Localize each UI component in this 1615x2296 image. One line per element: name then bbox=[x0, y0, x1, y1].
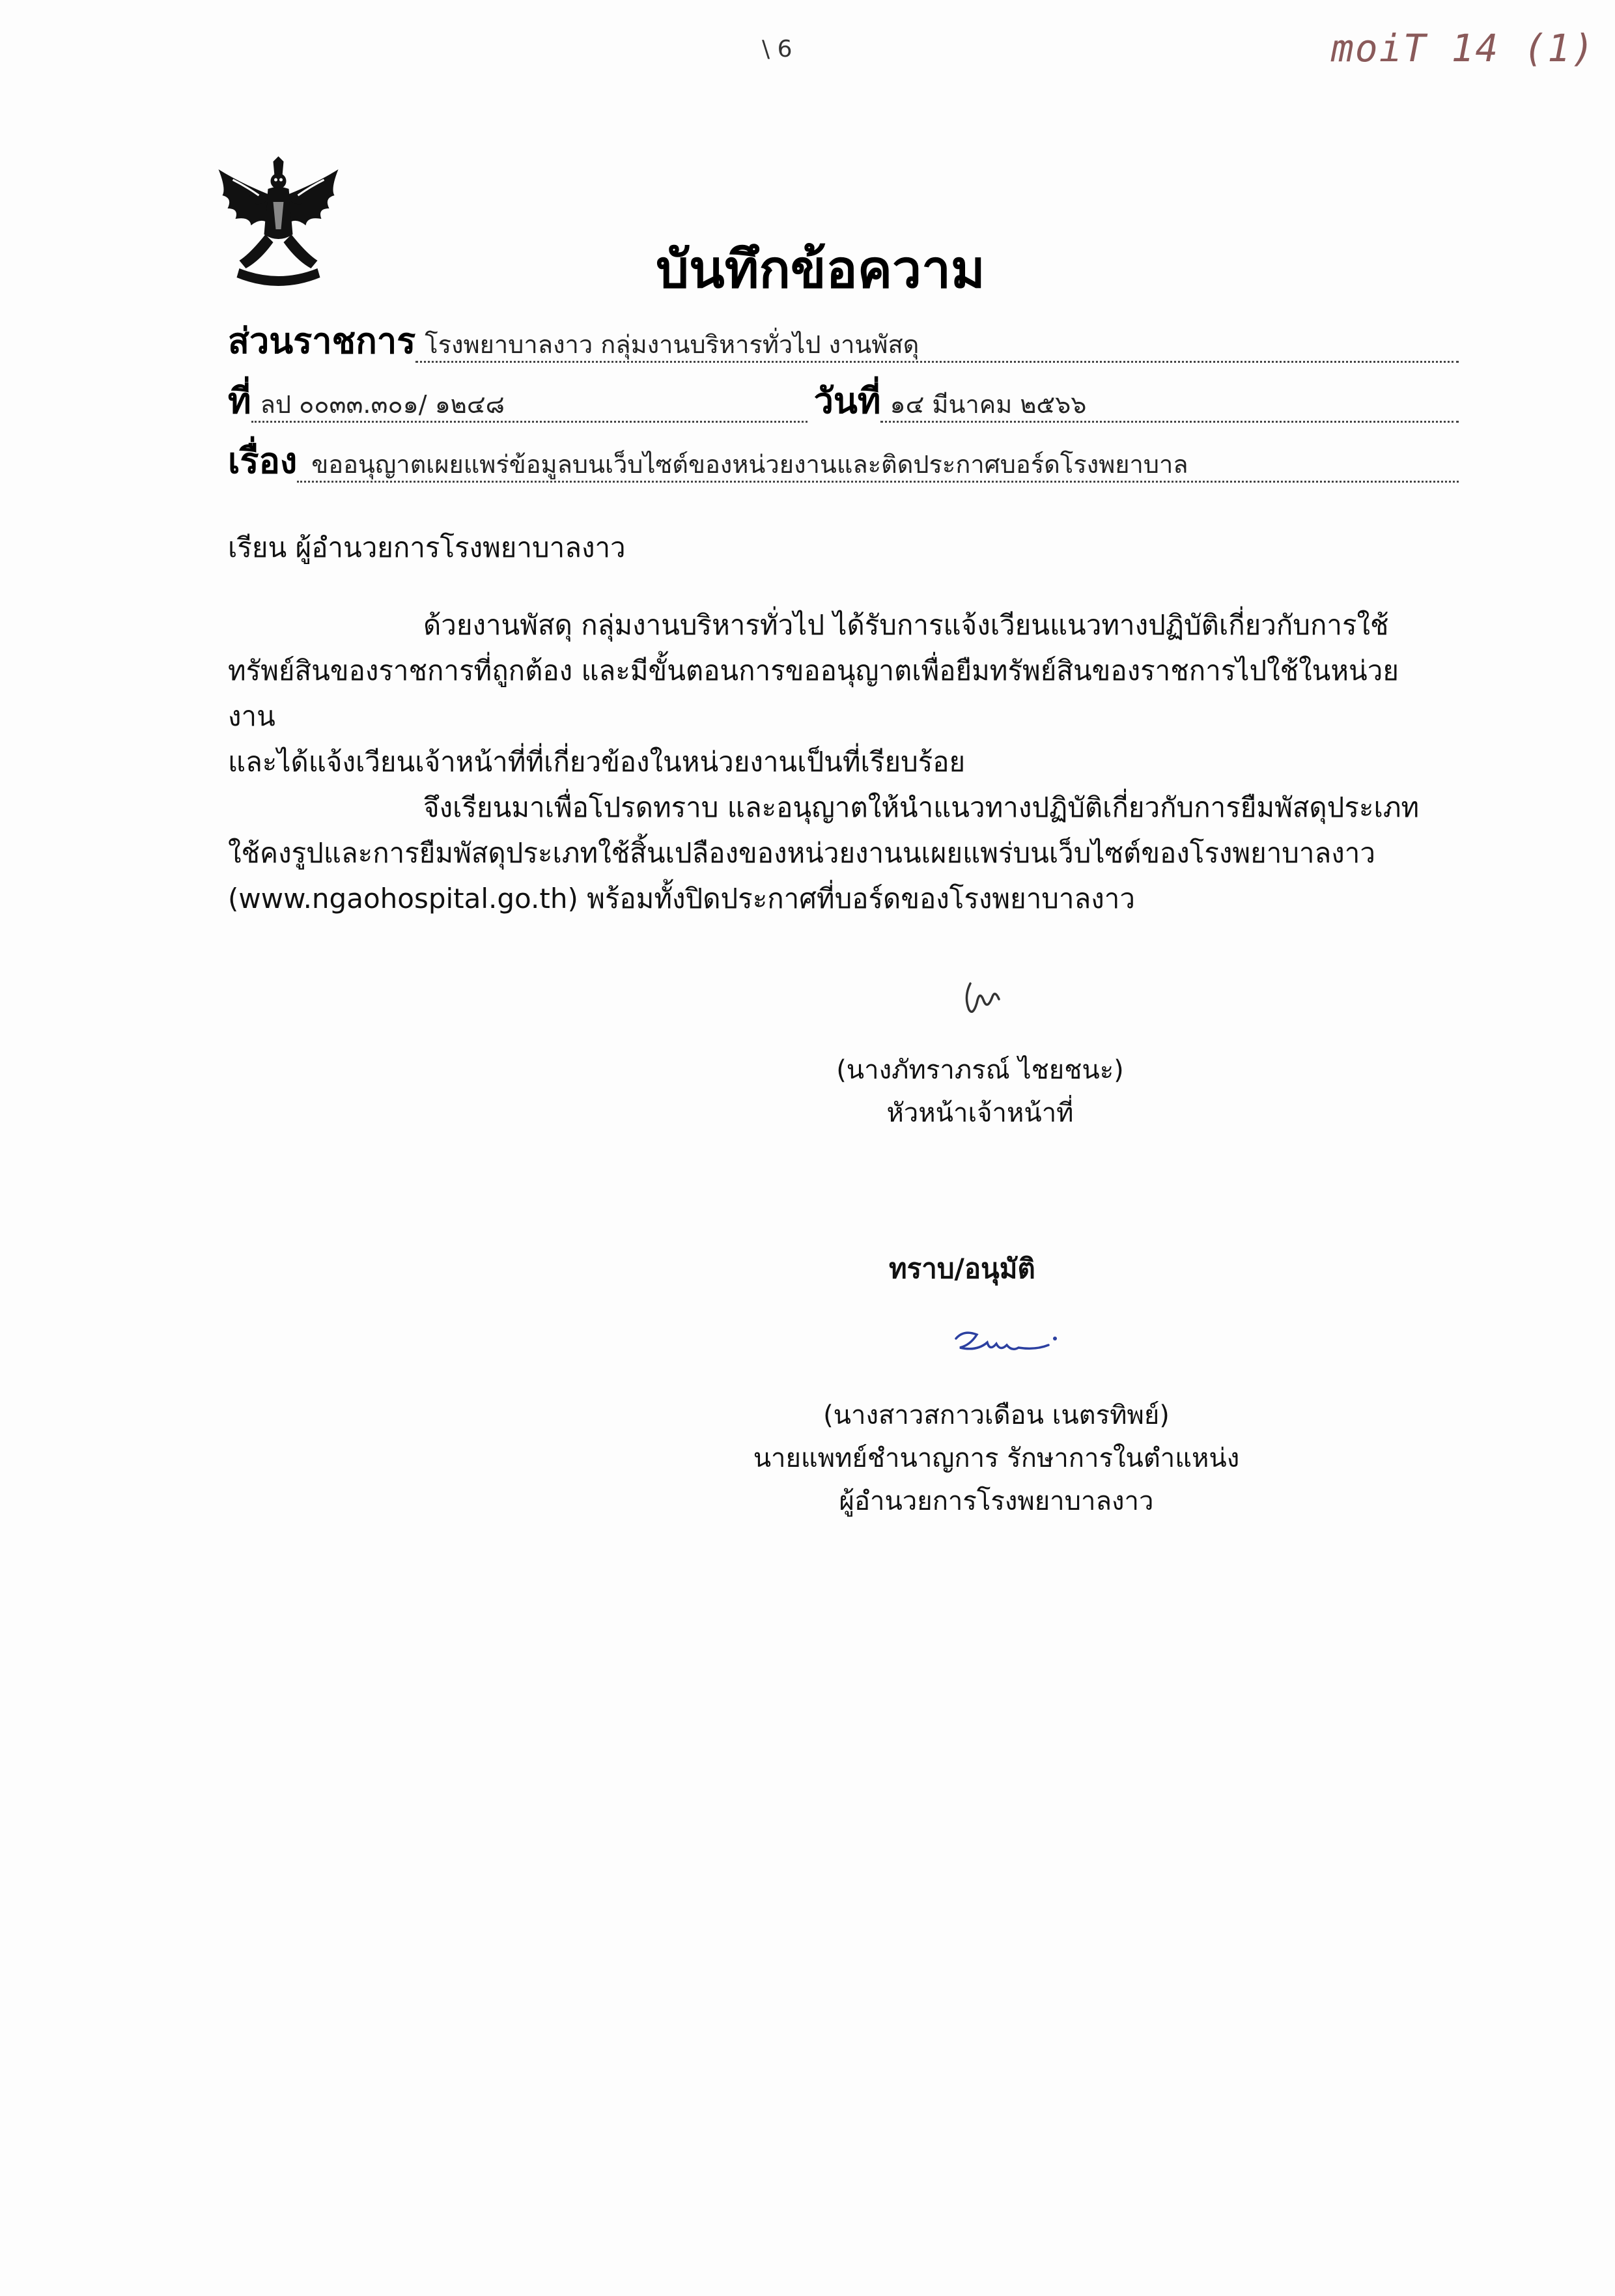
page-title: บันทึกข้อความ bbox=[656, 239, 985, 300]
paragraph-2-line: (www.ngaohospital.go.th) พร้อมทั้งปิดประกาศที่บอร์ดของโรงพยาบาลงาว bbox=[228, 883, 1135, 914]
department-value: โรงพยาบาลงาว กลุ่มงานบริหารทั่วไป งานพัสดุ bbox=[415, 331, 1459, 363]
signer-1-position: หัวหน้าเจ้าหน้าที่ bbox=[886, 1098, 1074, 1128]
department-row bbox=[228, 313, 1459, 369]
paragraph-2-line: ใช้คงรูปและการยืมพัสดุประเภทใช้สิ้นเปลืองของหน่วยงานนเผยแพร่บนเว็บไซต์ของโรงพยาบาลงาว bbox=[228, 837, 1375, 869]
department-label: ส่วนราชการ bbox=[228, 320, 416, 361]
signature-2-scribble bbox=[951, 1325, 1061, 1365]
signer-2-block bbox=[710, 1394, 1283, 1523]
signer-2-name: (นางสาวสกาวเดือน เนตรทิพย์) bbox=[823, 1400, 1170, 1430]
subject-label: เรื่อง bbox=[228, 440, 298, 481]
signer-1-name: (นางภัทราภรณ์ ไชยชนะ) bbox=[836, 1055, 1124, 1085]
ref-date-row bbox=[228, 373, 1459, 429]
scan-mark: \ 6 bbox=[762, 36, 793, 63]
signer-2-position: นายแพทย์ชำนาญการ รักษาการในตำแหน่ง bbox=[753, 1443, 1240, 1473]
salutation: เรียน ผู้อำนวยการโรงพยาบาลงาว bbox=[228, 531, 626, 563]
date-label: วันที่ bbox=[813, 380, 881, 421]
paragraph-1 bbox=[228, 602, 1420, 785]
date-value: ๑๔ มีนาคม ๒๕๖๖ bbox=[880, 391, 1459, 423]
paragraph-2-line: จึงเรียนมาเพื่อโปรดทราบ และอนุญาตให้นำแนวทางปฏิบัติเกี่ยวกับการยืมพัสดุประเภท bbox=[423, 791, 1420, 823]
paragraph-1-line: และได้แจ้งเวียนเจ้าหน้าที่ที่เกี่ยวข้องในหน่วยงานเป็นที่เรียบร้อย bbox=[228, 746, 966, 778]
paragraph-1-line: ทรัพย์สินของราชการที่ถูกต้อง และมีขั้นตอนการขออนุญาตเพื่อยืมทรัพย์สินของราชการไปใช้ในหน่วยงาน bbox=[228, 655, 1399, 732]
ref-value: ลป ๐๐๓๓.๓๐๑/ ๑๒๔๘ bbox=[251, 391, 808, 423]
approval-label: ทราบ/อนุมัติ bbox=[889, 1253, 1035, 1284]
signature-1-scribble bbox=[957, 971, 1016, 1023]
paragraph-1-line: ด้วยงานพัสดุ กลุ่มงานบริหารทั่วไป ได้รับการแจ้งเวียนแนวทางปฏิบัติเกี่ยวกับการใช้ bbox=[423, 609, 1389, 641]
subject-row bbox=[228, 432, 1459, 489]
handwritten-note: moiT 14 (1) bbox=[1330, 26, 1595, 70]
signer-1-block bbox=[720, 1049, 1241, 1135]
paragraph-2 bbox=[228, 785, 1420, 922]
signer-2-position: ผู้อำนวยการโรงพยาบาลงาว bbox=[839, 1486, 1154, 1516]
ref-label: ที่ bbox=[228, 380, 251, 421]
subject-value: ขออนุญาตเผยแพร่ข้อมูลบนเว็บไซต์ของหน่วยงานและติดประกาศบอร์ดโรงพยาบาล bbox=[297, 451, 1459, 483]
